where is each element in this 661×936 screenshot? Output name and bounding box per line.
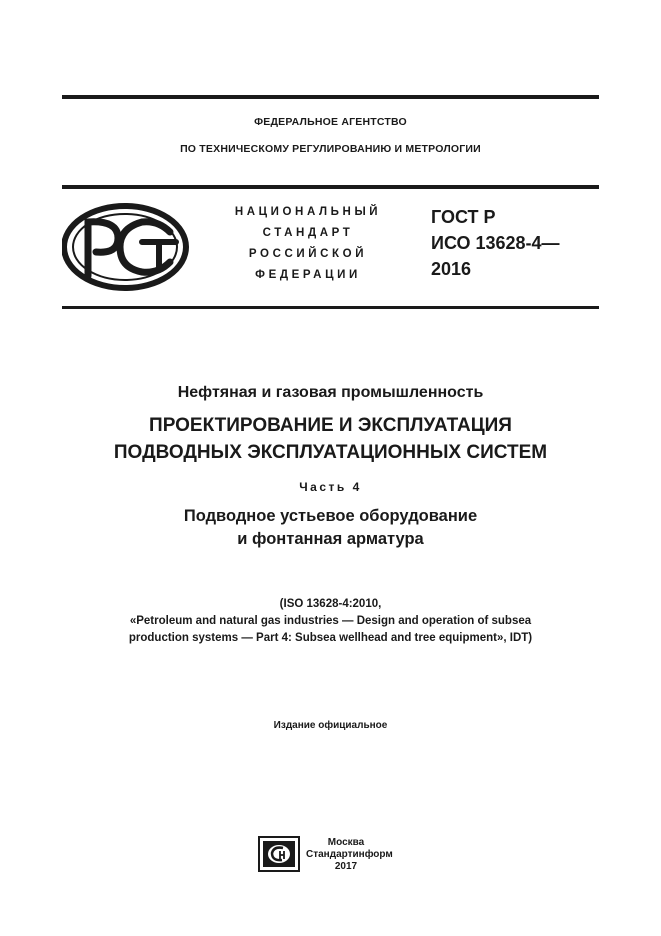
industry-title: Нефтяная и газовая промышленность <box>177 384 484 401</box>
standard-designation <box>431 204 621 282</box>
agency-line-2: ПО ТЕХНИЧЕСКОМУ РЕГУЛИРОВАНИЮ И МЕТРОЛОГИИ <box>180 143 481 155</box>
iso-reference-line-3: production systems — Part 4: Subsea wellhead and tree equipment», IDT) <box>128 632 533 644</box>
main-title-line-1: ПРОЕКТИРОВАНИЕ И ЭКСПЛУАТАЦИЯ <box>149 415 512 436</box>
agency-line-1: ФЕДЕРАЛЬНОЕ АГЕНТСТВО <box>254 116 407 128</box>
gost-r-logo-icon <box>62 202 192 292</box>
publisher-imprint <box>306 837 393 873</box>
publisher-city: Москва <box>327 837 365 848</box>
designation-line-1: ГОСТ Р <box>431 207 496 227</box>
standard-line-1: НАЦИОНАЛЬНЫЙ <box>234 206 382 218</box>
standard-line-2: СТАНДАРТ <box>262 227 354 239</box>
subtitle-line-2: и фонтанная арматура <box>237 530 424 548</box>
top-rule <box>62 95 599 99</box>
publisher-name: Стандартинформ <box>306 849 393 860</box>
header-rule <box>62 185 599 189</box>
designation-line-2: ИСО 13628-4— <box>431 233 560 253</box>
iso-reference-line-1: (ISO 13628-4:2010, <box>279 598 382 610</box>
subtitle-line-1: Подводное устьевое оборудование <box>183 507 478 525</box>
part-label: Часть 4 <box>299 480 362 494</box>
standard-type <box>208 202 408 286</box>
main-title-line-2: ПОДВОДНЫХ ЭКСПЛУАТАЦИОННЫХ СИСТЕМ <box>113 442 548 463</box>
designation-line-3: 2016 <box>431 259 472 279</box>
standard-line-3: РОССИЙСКОЙ <box>248 248 368 260</box>
publisher-year: 2017 <box>334 861 358 872</box>
standartinform-logo-icon <box>258 836 300 872</box>
standard-line-4: ФЕДЕРАЦИИ <box>255 269 361 281</box>
edition-label: Издание официальное <box>273 720 388 731</box>
designation-rule <box>62 306 599 309</box>
iso-reference-line-2: «Petroleum and natural gas industries — Design and operation of subsea <box>129 615 532 627</box>
